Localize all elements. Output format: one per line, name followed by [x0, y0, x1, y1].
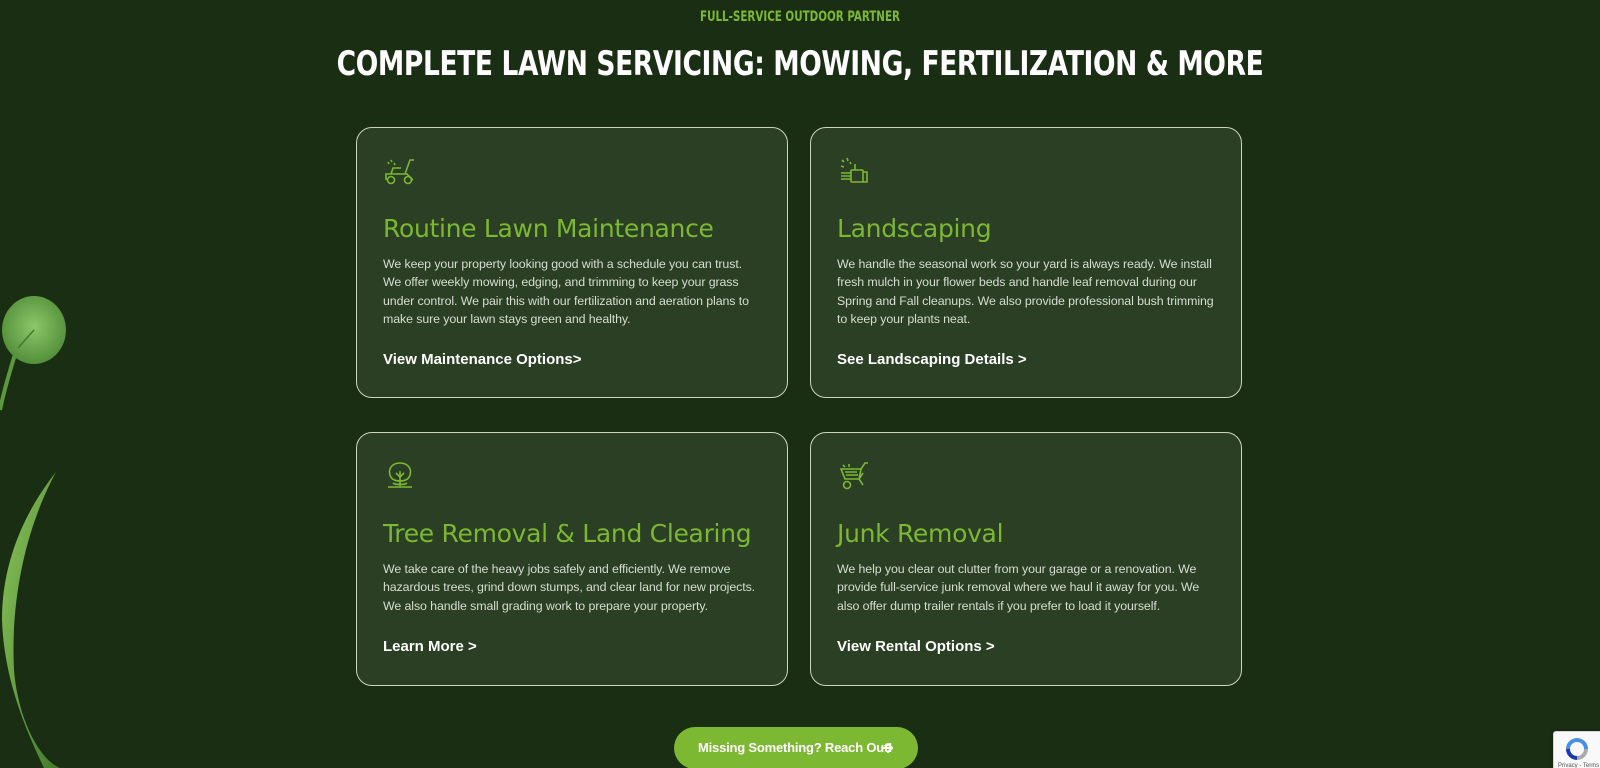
arrow-right-icon	[880, 741, 894, 755]
recaptcha-badge[interactable]	[1553, 731, 1600, 768]
card-description: We handle the seasonal work so your yard is always ready. We install fresh mulch in your flower beds and handle leaf removal during our Spring and Fall cleanups. We also provide professional bush trimming to keep your plants neat.	[837, 257, 1214, 327]
recaptcha-logo-icon	[1564, 736, 1590, 762]
card-description: We help you clear out clutter from your garage or a renovation. We provide full-service junk removal where we haul it away for you. We also offer dump trailer rentals if you prefer to load it yourself.	[837, 562, 1200, 613]
card-description: We take care of the heavy jobs safely and efficiently. We remove hazardous trees, grind down stumps, and clear land for new projects. We also handle small grading work to prepare your property.	[383, 562, 756, 613]
reach-out-button-label: Missing Something? Reach Out!	[698, 740, 893, 755]
card-title: Junk Removal	[837, 519, 1004, 548]
card-description: We keep your property looking good with a schedule you can trust. We offer weekly mowing, edging, and trimming to keep your grass under control. We pair this with our fertilization and aeration plans to make sure your lawn stays green and healthy.	[383, 257, 749, 327]
service-card-junk-removal	[810, 432, 1242, 686]
hedge-trimmer-icon	[837, 154, 871, 188]
tree-icon	[383, 459, 417, 493]
learn-more-link[interactable]: Learn More >	[383, 638, 477, 655]
wheelbarrow-icon	[837, 459, 871, 493]
service-card-tree-removal	[356, 432, 788, 686]
service-card-landscaping	[810, 127, 1242, 398]
view-maintenance-options-link[interactable]: View Maintenance Options>	[383, 351, 582, 368]
card-title: Tree Removal & Land Clearing	[383, 519, 752, 548]
lawn-mower-icon	[383, 154, 417, 188]
card-title: Landscaping	[837, 214, 992, 243]
reach-out-button[interactable]	[674, 727, 918, 768]
card-title: Routine Lawn Maintenance	[383, 214, 714, 243]
section-heading: COMPLETE LAWN SERVICING: MOWING, FERTILIZATION & MORE	[336, 44, 1264, 84]
service-card-lawn-maintenance	[356, 127, 788, 398]
see-landscaping-details-link[interactable]: See Landscaping Details >	[837, 351, 1027, 368]
section-eyebrow: FULL-SERVICE OUTDOOR PARTNER	[700, 9, 900, 25]
leaf-decoration-icon	[0, 290, 80, 768]
view-rental-options-link[interactable]: View Rental Options >	[837, 638, 995, 655]
recaptcha-links[interactable]: Privacy - Terms	[1558, 763, 1600, 768]
